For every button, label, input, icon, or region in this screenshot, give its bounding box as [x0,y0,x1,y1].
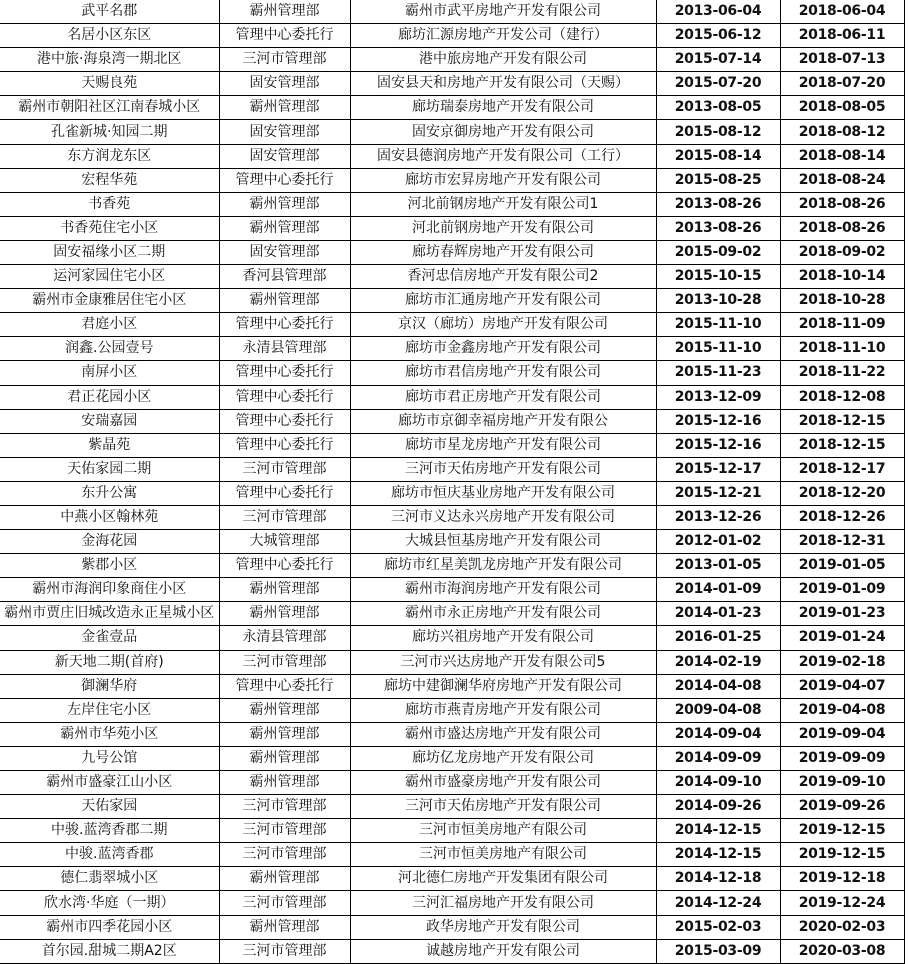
table-row [0,0,904,24]
developer-cell: 廊坊市君信房地产开发有限公司 [350,361,656,385]
start-date-cell: 2014-09-26 [656,795,780,819]
end-date-cell: 2020-02-03 [780,915,904,939]
end-date-cell: 2018-12-17 [780,457,904,481]
project-name-cell: 书香苑 [0,192,219,216]
management-unit-cell: 固安管理部 [219,144,350,168]
project-name-cell: 霸州市海润印象商住小区 [0,578,219,602]
developer-cell: 廊坊亿龙房地产开发有限公司 [350,746,656,770]
table-row [0,771,904,795]
start-date-cell: 2015-03-09 [656,939,780,963]
table-row [0,337,904,361]
start-date-cell: 2015-10-15 [656,265,780,289]
management-unit-cell: 三河市管理部 [219,795,350,819]
management-unit-cell: 管理中心委托行 [219,554,350,578]
start-date-cell: 2009-04-08 [656,698,780,722]
table-row [0,96,904,120]
management-unit-cell: 三河市管理部 [219,819,350,843]
management-unit-cell: 管理中心委托行 [219,24,350,48]
project-name-cell: 东方润龙东区 [0,144,219,168]
developer-cell: 廊坊市燕青房地产开发有限公司 [350,698,656,722]
management-unit-cell: 管理中心委托行 [219,168,350,192]
start-date-cell: 2015-11-23 [656,361,780,385]
start-date-cell: 2013-08-26 [656,192,780,216]
developer-cell: 霸州市海润房地产开发有限公司 [350,578,656,602]
management-unit-cell: 固安管理部 [219,72,350,96]
developer-cell: 廊坊汇源房地产开发公司（建行） [350,24,656,48]
table-row [0,192,904,216]
project-name-cell: 金雀壹品 [0,626,219,650]
end-date-cell: 2018-12-15 [780,433,904,457]
developer-cell: 廊坊市汇通房地产开发有限公司 [350,289,656,313]
end-date-cell: 2018-08-26 [780,216,904,240]
end-date-cell: 2019-09-10 [780,771,904,795]
table-row [0,216,904,240]
table-row [0,578,904,602]
start-date-cell: 2015-11-10 [656,313,780,337]
start-date-cell: 2013-08-26 [656,216,780,240]
table-row [0,289,904,313]
project-name-cell: 首尔园.甜城二期A2区 [0,939,219,963]
project-name-cell: 港中旅·海泉湾一期北区 [0,48,219,72]
end-date-cell: 2018-07-13 [780,48,904,72]
project-name-cell: 天佑家园二期 [0,457,219,481]
project-name-cell: 中骏.蓝湾香郡二期 [0,819,219,843]
table-row [0,722,904,746]
end-date-cell: 2019-09-26 [780,795,904,819]
project-name-cell: 左岸住宅小区 [0,698,219,722]
table-row [0,481,904,505]
table-row [0,795,904,819]
developer-cell: 霸州市盛达房地产开发有限公司 [350,722,656,746]
project-name-cell: 德仁翡翠城小区 [0,867,219,891]
project-name-cell: 霸州市朝阳社区江南春城小区 [0,96,219,120]
end-date-cell: 2018-10-14 [780,265,904,289]
start-date-cell: 2015-07-20 [656,72,780,96]
management-unit-cell: 三河市管理部 [219,505,350,529]
developer-cell: 大城县恒基房地产开发有限公司 [350,530,656,554]
table-row [0,554,904,578]
project-name-cell: 中骏.蓝湾香郡 [0,843,219,867]
project-name-cell: 金海花园 [0,530,219,554]
end-date-cell: 2018-12-20 [780,481,904,505]
developer-cell: 固安县天和房地产开发有限公司（天赐） [350,72,656,96]
start-date-cell: 2015-12-21 [656,481,780,505]
table-row [0,144,904,168]
end-date-cell: 2018-11-09 [780,313,904,337]
project-name-cell: 宏程华苑 [0,168,219,192]
management-unit-cell: 霸州管理部 [219,915,350,939]
table-row [0,746,904,770]
management-unit-cell: 三河市管理部 [219,891,350,915]
project-name-cell: 天赐良苑 [0,72,219,96]
developer-cell: 三河市天佑房地产开发有限公司 [350,795,656,819]
table-row [0,602,904,626]
end-date-cell: 2019-01-05 [780,554,904,578]
developer-cell: 香河忠信房地产开发有限公司2 [350,265,656,289]
end-date-cell: 2018-12-08 [780,385,904,409]
end-date-cell: 2018-06-04 [780,0,904,24]
developer-cell: 固安京御房地产开发有限公司 [350,120,656,144]
start-date-cell: 2014-01-09 [656,578,780,602]
table-row [0,915,904,939]
table-row [0,819,904,843]
start-date-cell: 2015-08-12 [656,120,780,144]
developer-cell: 诚越房地产开发有限公司 [350,939,656,963]
start-date-cell: 2013-01-05 [656,554,780,578]
table-row [0,433,904,457]
table-row [0,457,904,481]
developer-cell: 三河市兴达房地产开发有限公司5 [350,650,656,674]
table-row [0,650,904,674]
developer-cell: 河北前钢房地产开发有限公司1 [350,192,656,216]
table-row [0,409,904,433]
table-row [0,120,904,144]
start-date-cell: 2015-08-14 [656,144,780,168]
project-name-cell: 东升公寓 [0,481,219,505]
management-unit-cell: 管理中心委托行 [219,385,350,409]
project-name-cell: 霸州市四季花园小区 [0,915,219,939]
table-row [0,265,904,289]
end-date-cell: 2019-01-24 [780,626,904,650]
developer-cell: 廊坊市金鑫房地产开发有限公司 [350,337,656,361]
table-row [0,48,904,72]
management-unit-cell: 霸州管理部 [219,771,350,795]
project-name-cell: 南屏小区 [0,361,219,385]
project-name-cell: 霸州市盛豪江山小区 [0,771,219,795]
end-date-cell: 2018-08-24 [780,168,904,192]
management-unit-cell: 霸州管理部 [219,216,350,240]
table-row [0,361,904,385]
end-date-cell: 2019-12-18 [780,867,904,891]
table-row [0,530,904,554]
management-unit-cell: 霸州管理部 [219,867,350,891]
developer-cell: 廊坊市君正房地产开发有限公司 [350,385,656,409]
start-date-cell: 2013-10-28 [656,289,780,313]
developer-cell: 廊坊瑞泰房地产开发有限公司 [350,96,656,120]
start-date-cell: 2015-12-16 [656,409,780,433]
end-date-cell: 2019-09-04 [780,722,904,746]
project-name-cell: 名居小区东区 [0,24,219,48]
table-row [0,698,904,722]
end-date-cell: 2018-12-26 [780,505,904,529]
table-row [0,505,904,529]
management-unit-cell: 霸州管理部 [219,602,350,626]
end-date-cell: 2019-01-09 [780,578,904,602]
management-unit-cell: 管理中心委托行 [219,674,350,698]
end-date-cell: 2019-04-08 [780,698,904,722]
table-row [0,240,904,264]
management-unit-cell: 管理中心委托行 [219,313,350,337]
start-date-cell: 2016-01-25 [656,626,780,650]
management-unit-cell: 霸州管理部 [219,192,350,216]
project-name-cell: 御澜华府 [0,674,219,698]
start-date-cell: 2013-12-26 [656,505,780,529]
management-unit-cell: 管理中心委托行 [219,361,350,385]
project-name-cell: 天佑家园 [0,795,219,819]
developer-cell: 港中旅房地产开发有限公司 [350,48,656,72]
end-date-cell: 2018-11-10 [780,337,904,361]
end-date-cell: 2019-12-15 [780,819,904,843]
project-name-cell: 紫晶苑 [0,433,219,457]
developer-cell: 三河市义达永兴房地产开发有限公司 [350,505,656,529]
start-date-cell: 2014-09-04 [656,722,780,746]
start-date-cell: 2013-12-09 [656,385,780,409]
end-date-cell: 2018-08-05 [780,96,904,120]
end-date-cell: 2018-11-22 [780,361,904,385]
management-unit-cell: 霸州管理部 [219,698,350,722]
start-date-cell: 2015-12-16 [656,433,780,457]
management-unit-cell: 永清县管理部 [219,337,350,361]
table-row [0,168,904,192]
table-row [0,385,904,409]
end-date-cell: 2018-08-12 [780,120,904,144]
table-row [0,24,904,48]
management-unit-cell: 三河市管理部 [219,843,350,867]
end-date-cell: 2018-10-28 [780,289,904,313]
start-date-cell: 2014-12-24 [656,891,780,915]
table-row [0,626,904,650]
start-date-cell: 2014-09-10 [656,771,780,795]
management-unit-cell: 管理中心委托行 [219,409,350,433]
start-date-cell: 2013-08-05 [656,96,780,120]
start-date-cell: 2014-09-09 [656,746,780,770]
end-date-cell: 2020-03-08 [780,939,904,963]
start-date-cell: 2014-12-15 [656,843,780,867]
developer-cell: 霸州市武平房地产开发有限公司 [350,0,656,24]
start-date-cell: 2015-11-10 [656,337,780,361]
project-name-cell: 君正花园小区 [0,385,219,409]
developer-cell: 三河汇福房地产开发有限公司 [350,891,656,915]
management-unit-cell: 大城管理部 [219,530,350,554]
start-date-cell: 2013-06-04 [656,0,780,24]
start-date-cell: 2015-07-14 [656,48,780,72]
management-unit-cell: 管理中心委托行 [219,481,350,505]
management-unit-cell: 霸州管理部 [219,96,350,120]
end-date-cell: 2018-06-11 [780,24,904,48]
management-unit-cell: 香河县管理部 [219,265,350,289]
project-name-cell: 君庭小区 [0,313,219,337]
developer-cell: 京汉（廊坊）房地产开发有限公司 [350,313,656,337]
developer-cell: 三河市恒美房地产有限公司 [350,843,656,867]
table-row [0,939,904,963]
end-date-cell: 2018-08-26 [780,192,904,216]
project-name-cell: 欣水湾·华庭（一期） [0,891,219,915]
developer-cell: 三河市恒美房地产有限公司 [350,819,656,843]
start-date-cell: 2014-01-23 [656,602,780,626]
end-date-cell: 2019-04-07 [780,674,904,698]
developer-cell: 廊坊市星龙房地产开发有限公司 [350,433,656,457]
developer-cell: 廊坊中建御澜华府房地产开发有限公司 [350,674,656,698]
developer-cell: 霸州市盛豪房地产开发有限公司 [350,771,656,795]
developer-cell: 霸州市永正房地产开发有限公司 [350,602,656,626]
start-date-cell: 2014-04-08 [656,674,780,698]
management-unit-cell: 永清县管理部 [219,626,350,650]
management-unit-cell: 三河市管理部 [219,650,350,674]
developer-cell: 河北前钢房地产开发有限公司 [350,216,656,240]
project-name-cell: 书香苑住宅小区 [0,216,219,240]
table-row [0,843,904,867]
developer-cell: 固安县德润房地产开发有限公司（工行） [350,144,656,168]
project-name-cell: 紫郡小区 [0,554,219,578]
end-date-cell: 2018-12-31 [780,530,904,554]
start-date-cell: 2015-09-02 [656,240,780,264]
table-row [0,891,904,915]
developer-cell: 廊坊兴祖房地产开发有限公司 [350,626,656,650]
management-unit-cell: 三河市管理部 [219,939,350,963]
developer-cell: 廊坊春辉房地产开发有限公司 [350,240,656,264]
project-name-cell: 新天地二期(首府) [0,650,219,674]
end-date-cell: 2018-08-14 [780,144,904,168]
project-name-cell: 九号公馆 [0,746,219,770]
developer-cell: 廊坊市红星美凯龙房地产开发有限公司 [350,554,656,578]
project-name-cell: 霸州市金康雅居住宅小区 [0,289,219,313]
end-date-cell: 2019-01-23 [780,602,904,626]
management-unit-cell: 三河市管理部 [219,48,350,72]
start-date-cell: 2014-12-18 [656,867,780,891]
start-date-cell: 2015-12-17 [656,457,780,481]
start-date-cell: 2015-08-25 [656,168,780,192]
management-unit-cell: 霸州管理部 [219,578,350,602]
management-unit-cell: 霸州管理部 [219,722,350,746]
management-unit-cell: 固安管理部 [219,240,350,264]
developer-cell: 廊坊市京御幸福房地产开发有限公 [350,409,656,433]
start-date-cell: 2015-02-03 [656,915,780,939]
management-unit-cell: 霸州管理部 [219,746,350,770]
end-date-cell: 2018-09-02 [780,240,904,264]
start-date-cell: 2015-06-12 [656,24,780,48]
project-name-cell: 运河家园住宅小区 [0,265,219,289]
project-name-cell: 霸州市贾庄旧城改造永正星城小区 [0,602,219,626]
developer-cell: 河北德仁房地产开发集团有限公司 [350,867,656,891]
project-name-cell: 安瑞嘉园 [0,409,219,433]
end-date-cell: 2018-12-15 [780,409,904,433]
project-name-cell: 孔雀新城·知园二期 [0,120,219,144]
table-row [0,72,904,96]
project-name-cell: 武平名郡 [0,0,219,24]
management-unit-cell: 三河市管理部 [219,457,350,481]
management-unit-cell: 管理中心委托行 [219,433,350,457]
developer-cell: 政华房地产开发有限公司 [350,915,656,939]
project-name-cell: 霸州市华苑小区 [0,722,219,746]
start-date-cell: 2014-02-19 [656,650,780,674]
developer-cell: 廊坊市宏昇房地产开发有限公司 [350,168,656,192]
start-date-cell: 2014-12-15 [656,819,780,843]
project-name-cell: 中燕小区翰林苑 [0,505,219,529]
end-date-cell: 2019-09-09 [780,746,904,770]
start-date-cell: 2012-01-02 [656,530,780,554]
project-name-cell: 润鑫.公园壹号 [0,337,219,361]
table-row [0,313,904,337]
management-unit-cell: 霸州管理部 [219,0,350,24]
end-date-cell: 2019-02-18 [780,650,904,674]
developer-cell: 廊坊市恒庆基业房地产开发有限公司 [350,481,656,505]
developer-cell: 三河市天佑房地产开发有限公司 [350,457,656,481]
end-date-cell: 2019-12-24 [780,891,904,915]
management-unit-cell: 固安管理部 [219,120,350,144]
table-row [0,867,904,891]
project-name-cell: 固安福缘小区二期 [0,240,219,264]
management-unit-cell: 霸州管理部 [219,289,350,313]
table-row [0,674,904,698]
end-date-cell: 2019-12-15 [780,843,904,867]
end-date-cell: 2018-07-20 [780,72,904,96]
